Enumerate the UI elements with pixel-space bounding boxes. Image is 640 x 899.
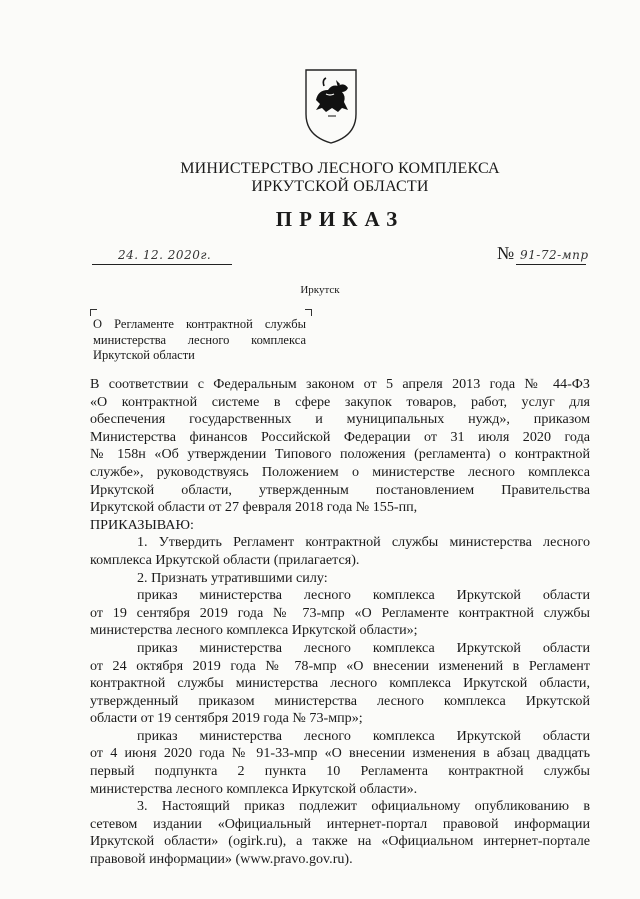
body-line: «О контрактной системе в сфере закупок товаров, работ, услуг для	[90, 393, 590, 410]
body-line: министерства лесного комплекса Иркутской области».	[90, 780, 418, 797]
ministry-name-line1: МИНИСТЕРСТВО ЛЕСНОГО КОМПЛЕКСА	[180, 160, 500, 177]
handwritten-number: 91-72-мпр	[520, 248, 589, 262]
subject-line: О Регламенте контрактной службы	[93, 317, 306, 331]
command-word	[90, 517, 590, 535]
body-line: правовой информации» (www.pravo.gov.ru).	[90, 851, 353, 868]
coat-of-arms-icon	[302, 66, 360, 146]
body-line: № 158н «Об утверждении Типового положения (регламента) о контрактной	[90, 446, 590, 463]
body-line: министерства лесного комплекса Иркутской области»;	[90, 622, 418, 639]
body-line: приказ министерства лесного комплекса Иркутской области	[137, 727, 590, 744]
body-line: области от 19 сентября 2019 года № 73-мпр»;	[90, 710, 363, 727]
item-2-intro	[90, 570, 590, 588]
body-line: Иркутской области» (ogirk.ru), а также на «Официальном интернет-портале	[90, 833, 590, 850]
body-line: 1. Утвердить Регламент контрактной службы министерства лесного	[137, 534, 590, 551]
body-line: Иркутской области от 27 февраля 2018 года № 155-пп,	[90, 499, 418, 516]
document-type-title: ПРИКАЗ	[275, 207, 405, 231]
body-line: контрактной службы министерства лесного комплекса Иркутской области,	[90, 675, 590, 692]
item-2-c	[90, 728, 590, 798]
body-line: В соответствии с Федеральным законом от 5 апреля 2013 года № 44-ФЗ	[90, 376, 590, 392]
body-line: комплекса Иркутской области (прилагается).	[90, 551, 360, 568]
body-line: 3. Настоящий приказ подлежит официальному опубликованию в	[137, 798, 590, 815]
body-line: ПРИКАЗЫВАЮ:	[90, 516, 194, 533]
body-line: первый подпункта 2 пункта 10 Регламента контрактной службы	[90, 763, 590, 780]
body-line: утвержденный приказом министерства лесного комплекса Иркутской	[90, 692, 590, 709]
item-1	[90, 534, 590, 569]
item-2-a	[90, 587, 590, 640]
corner-bracket-left	[90, 309, 97, 316]
document-body	[90, 376, 590, 869]
ministry-name-line2: ИРКУТСКОЙ ОБЛАСТИ	[251, 178, 429, 195]
handwritten-date: 24. 12. 2020г.	[118, 248, 212, 262]
body-line: службе», руководствуясь Положением о министерстве лесного комплекса	[90, 463, 590, 480]
body-line: приказ министерства лесного комплекса Иркутской области	[137, 639, 590, 656]
body-line: обеспечения государственных и муниципальных нужд», приказом	[90, 411, 590, 428]
subject-block	[93, 317, 306, 364]
city-name: Иркутск	[300, 284, 340, 296]
preamble-paragraph	[90, 376, 590, 517]
body-line: Министерства финансов Российской Федерации от 31 июля 2020 года	[90, 428, 590, 445]
item-3	[90, 798, 590, 868]
number-sign: №	[497, 243, 515, 263]
subject-line: Иркутской области	[93, 348, 195, 362]
item-2-b	[90, 640, 590, 728]
subject-line: министерства лесного комплекса	[93, 332, 306, 347]
body-line: от 24 октября 2019 года № 78-мпр «О внесении изменений в Регламент	[90, 657, 590, 674]
corner-bracket-right	[305, 309, 312, 316]
body-line: от 19 сентября 2019 года № 73-мпр «О Регламенте контрактной службы	[90, 604, 590, 621]
body-line: от 4 июня 2020 года № 91-33-мпр «О внесении изменения в абзац двадцать	[90, 745, 590, 762]
body-line: 2. Признать утратившими силу:	[137, 569, 328, 586]
body-line: приказ министерства лесного комплекса Иркутской области	[137, 587, 590, 604]
body-line: Иркутской области, утвержденным постановлением Правительства	[90, 481, 590, 498]
body-line: сетевом издании «Официальный интернет-портал правовой информации	[90, 815, 590, 832]
